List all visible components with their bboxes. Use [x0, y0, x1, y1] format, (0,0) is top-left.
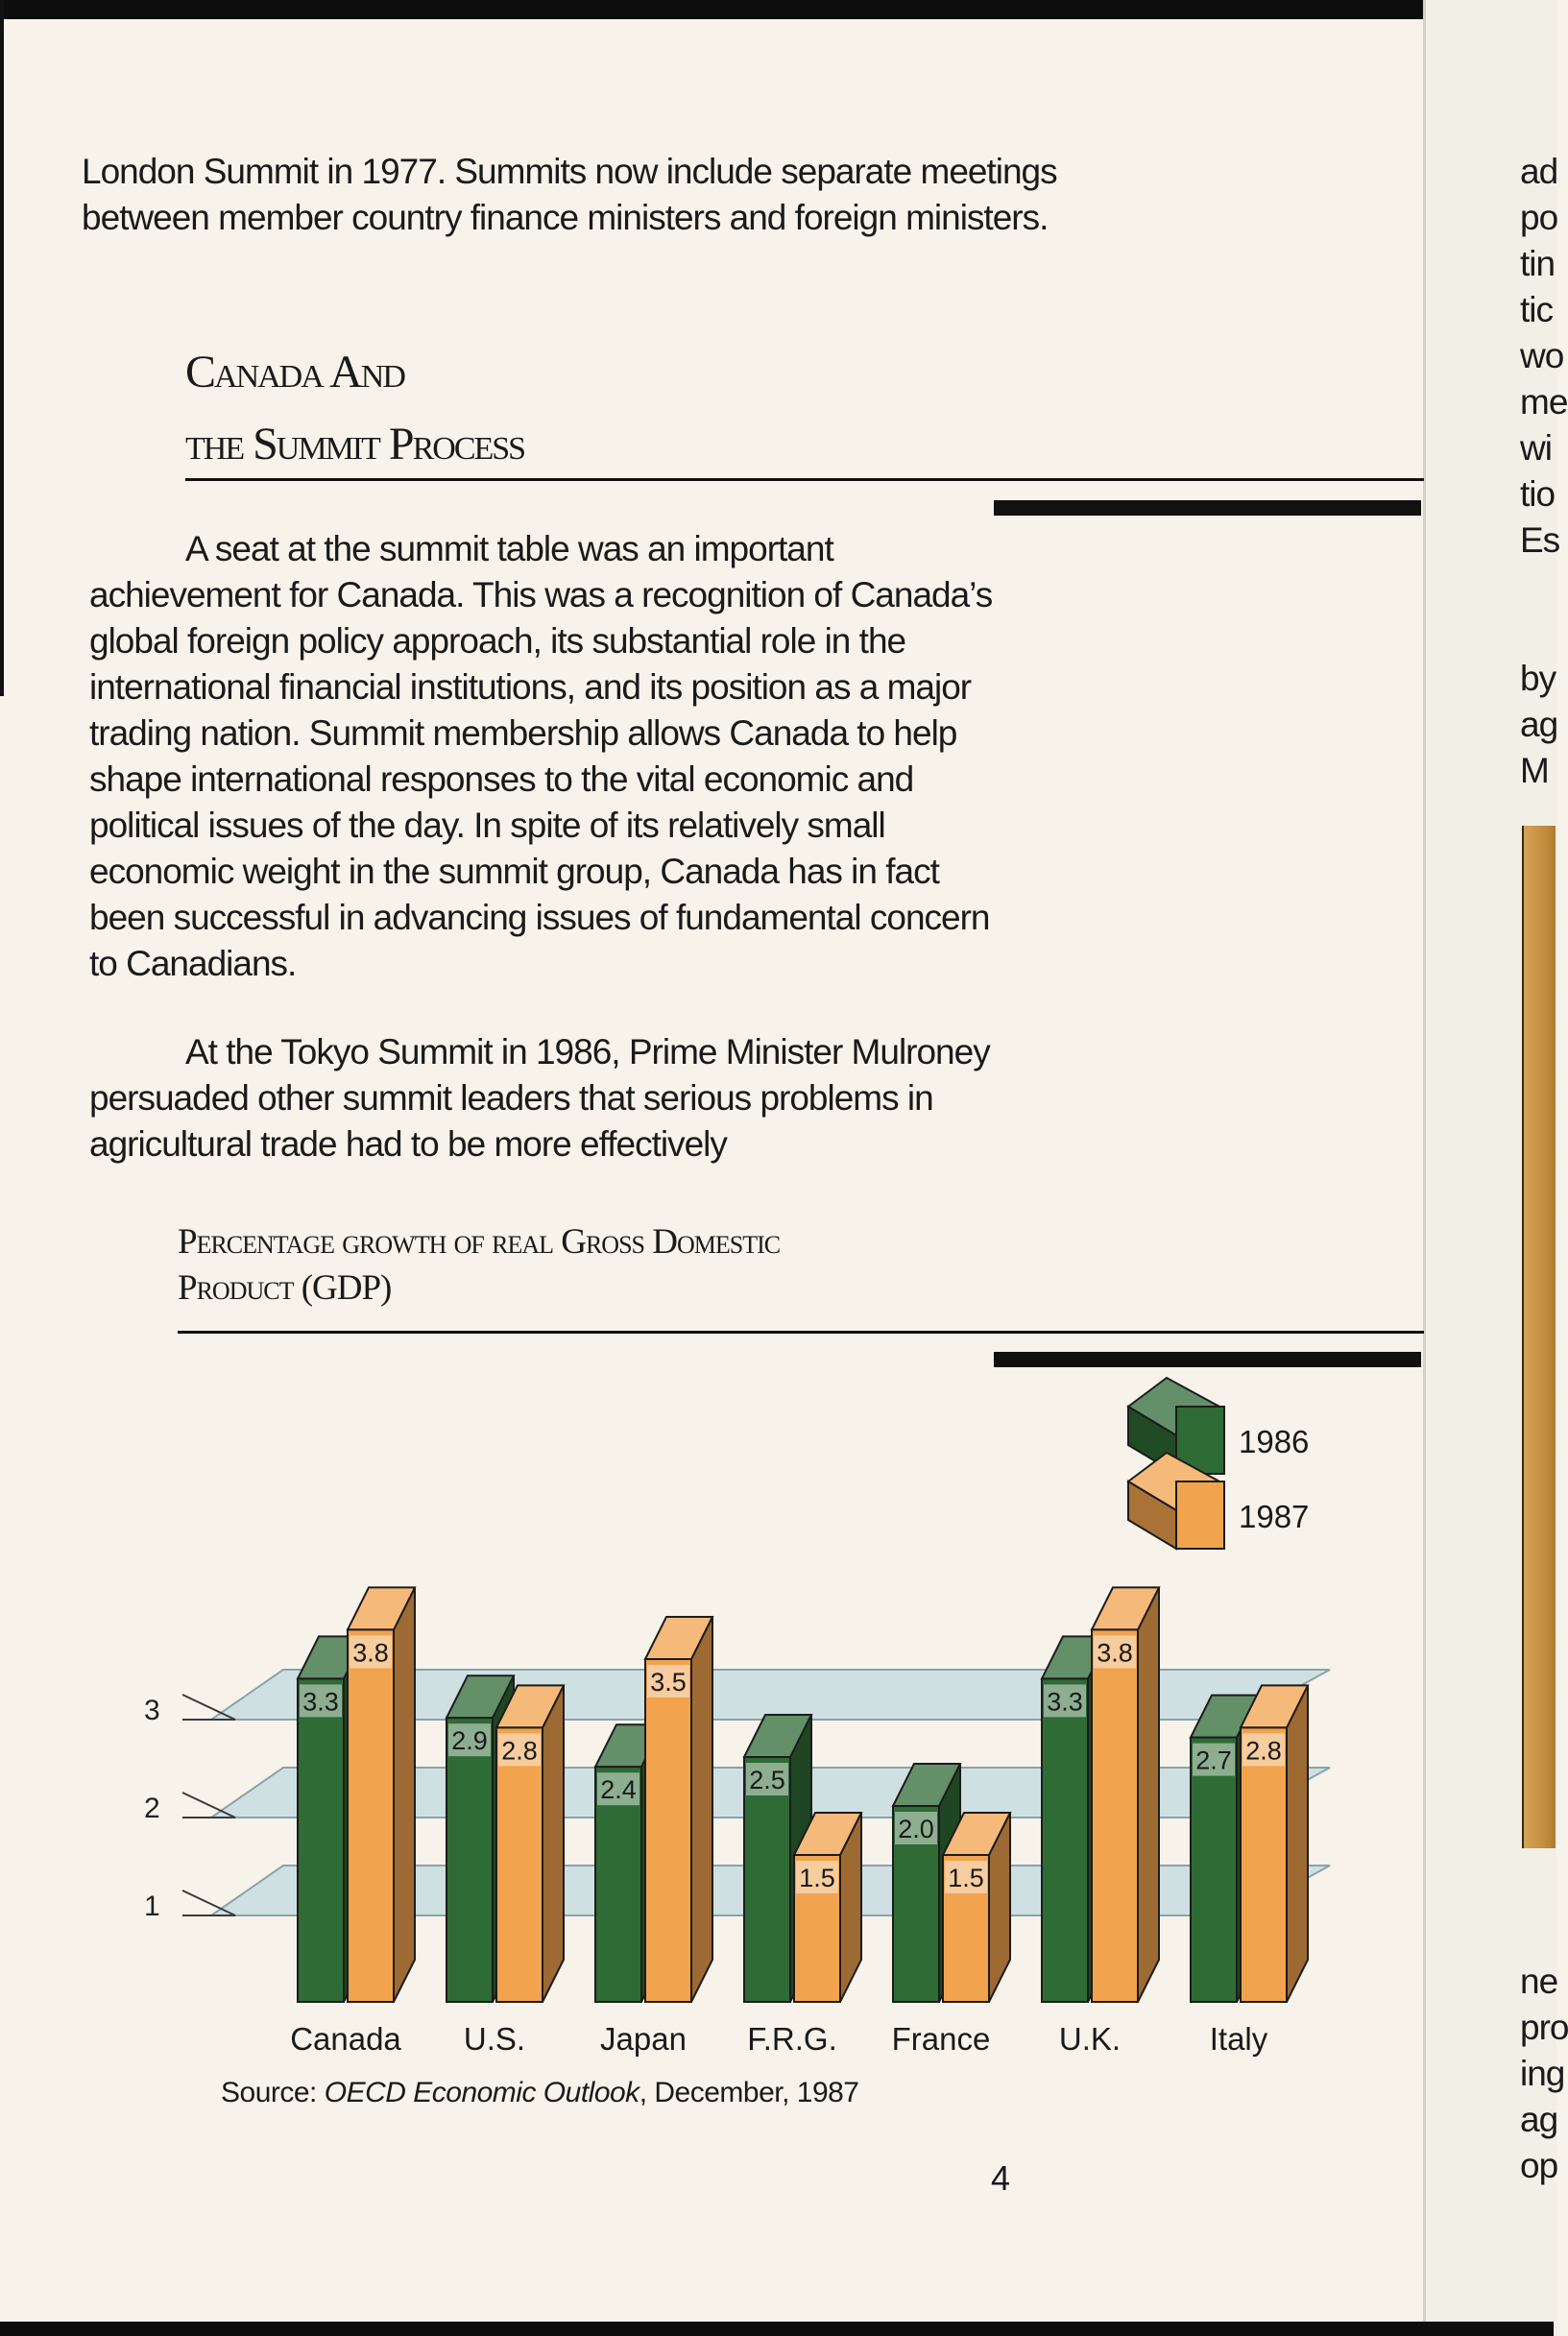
- canada-summit-paragraph: A seat at the summit table was an important achievement for Canada. This was a recognition of Canada’s global foreign policy approach, its substantial role in the international financial institutions, and its position as a major trading nation. Summit membership allows Canada to help shape international responses to the vital economic and political issues of the day. In spite of its relatively small economic weight in the summit group, Canada has in fact been successful in advancing issues of fundamental concern to Canadians.: [89, 529, 993, 983]
- next-page-fragment-3: ne pro ing ag op: [1520, 1962, 1568, 2185]
- legend-label-1987: 1987: [1239, 1499, 1310, 1534]
- next-page-photo: [1522, 826, 1556, 1848]
- bar-1987-4-value-label: 1.5: [948, 1864, 984, 1892]
- bar-1986-3-value-label: 2.5: [749, 1766, 785, 1794]
- bar-1987-2: [645, 1659, 691, 2002]
- next-page-fragment-2: by ag M: [1520, 659, 1558, 790]
- bar-1987-2-side: [691, 1617, 712, 2002]
- bar-1987-6-value-label: 2.8: [1245, 1736, 1282, 1766]
- legend-swatch-1987: [1176, 1481, 1224, 1549]
- next-page-fragment-1: ad po tin tic wo me wi tio Es: [1520, 152, 1568, 560]
- intro-paragraph: London Summit in 1977. Summits now include separate meetings between member country finance ministers and foreign ministers.: [82, 152, 1057, 237]
- bar-1987-1-side: [543, 1685, 564, 2002]
- category-label-2: Japan: [600, 2021, 687, 2057]
- source-publication: OECD Economic Outlook: [324, 2077, 639, 2108]
- chart-title-line-1: Percentage growth of real Gross Domestic: [178, 1222, 781, 1262]
- bar-1986-1: [446, 1718, 493, 2002]
- bar-1987-1: [496, 1727, 543, 2002]
- section-heading-line-1: Canada And: [185, 347, 404, 397]
- bar-1986-6-value-label: 2.7: [1195, 1746, 1232, 1775]
- bar-1987-5-value-label: 3.8: [1097, 1638, 1133, 1668]
- bar-1987-0: [348, 1629, 394, 2002]
- bar-1986-4-value-label: 2.0: [898, 1815, 934, 1843]
- bar-1986-6: [1191, 1738, 1237, 2002]
- category-label-6: Italy: [1209, 2021, 1268, 2057]
- y-tick-label-3: 3: [144, 1695, 160, 1726]
- y-tick-mark-2: [182, 1793, 235, 1818]
- bar-1987-3-value-label: 1.5: [799, 1864, 835, 1892]
- bar-1987-1-value-label: 2.8: [501, 1736, 538, 1766]
- bar-1986-5: [1042, 1678, 1088, 2002]
- bar-1986-5-value-label: 3.3: [1047, 1687, 1083, 1717]
- bar-1987-0-side: [394, 1587, 415, 2002]
- y-tick-mark-3: [182, 1695, 235, 1720]
- bar-1987-6: [1241, 1727, 1287, 2002]
- y-tick-mark-1: [182, 1890, 235, 1915]
- bar-1986-0-value-label: 3.3: [302, 1687, 339, 1717]
- category-label-1: U.S.: [463, 2021, 526, 2057]
- chart-source: [221, 2077, 859, 2109]
- source-suffix: , December, 1987: [639, 2077, 859, 2108]
- section-heading-line-2: the Summit Process: [185, 419, 525, 470]
- source-prefix: Source:: [221, 2077, 325, 2108]
- bar-1987-5-side: [1138, 1587, 1159, 2002]
- y-tick-label-2: 2: [144, 1793, 160, 1824]
- bar-1986-2-value-label: 2.4: [600, 1775, 637, 1805]
- category-label-0: Canada: [290, 2021, 401, 2057]
- page-number: 4: [991, 2158, 1011, 2198]
- bar-layer: [298, 1587, 1308, 2002]
- bar-1987-0-value-label: 3.8: [352, 1638, 389, 1668]
- bar-1987-5: [1092, 1629, 1138, 2002]
- category-label-5: U.K.: [1058, 2021, 1122, 2057]
- bar-1986-1-value-label: 2.9: [451, 1726, 488, 1756]
- bar-1986-0: [298, 1678, 344, 2002]
- category-label-4: France: [891, 2021, 991, 2057]
- chart-title-line-2: Product (GDP): [178, 1268, 392, 1308]
- category-label-3: F.R.G.: [747, 2021, 837, 2057]
- axis-layer: [144, 1695, 235, 1922]
- bar-1987-2-value-label: 3.5: [650, 1668, 687, 1697]
- legend: [1128, 1378, 1309, 1549]
- bar-1987-6-side: [1287, 1685, 1308, 2002]
- legend-label-1986: 1986: [1239, 1424, 1310, 1459]
- tokyo-summit-paragraph: At the Tokyo Summit in 1986, Prime Minister Mulroney persuaded other summit leaders that serious problems in agricultural trade had to be more effectively: [89, 1032, 990, 1164]
- category-labels: [290, 2021, 1268, 2057]
- y-tick-label-1: 1: [144, 1890, 160, 1922]
